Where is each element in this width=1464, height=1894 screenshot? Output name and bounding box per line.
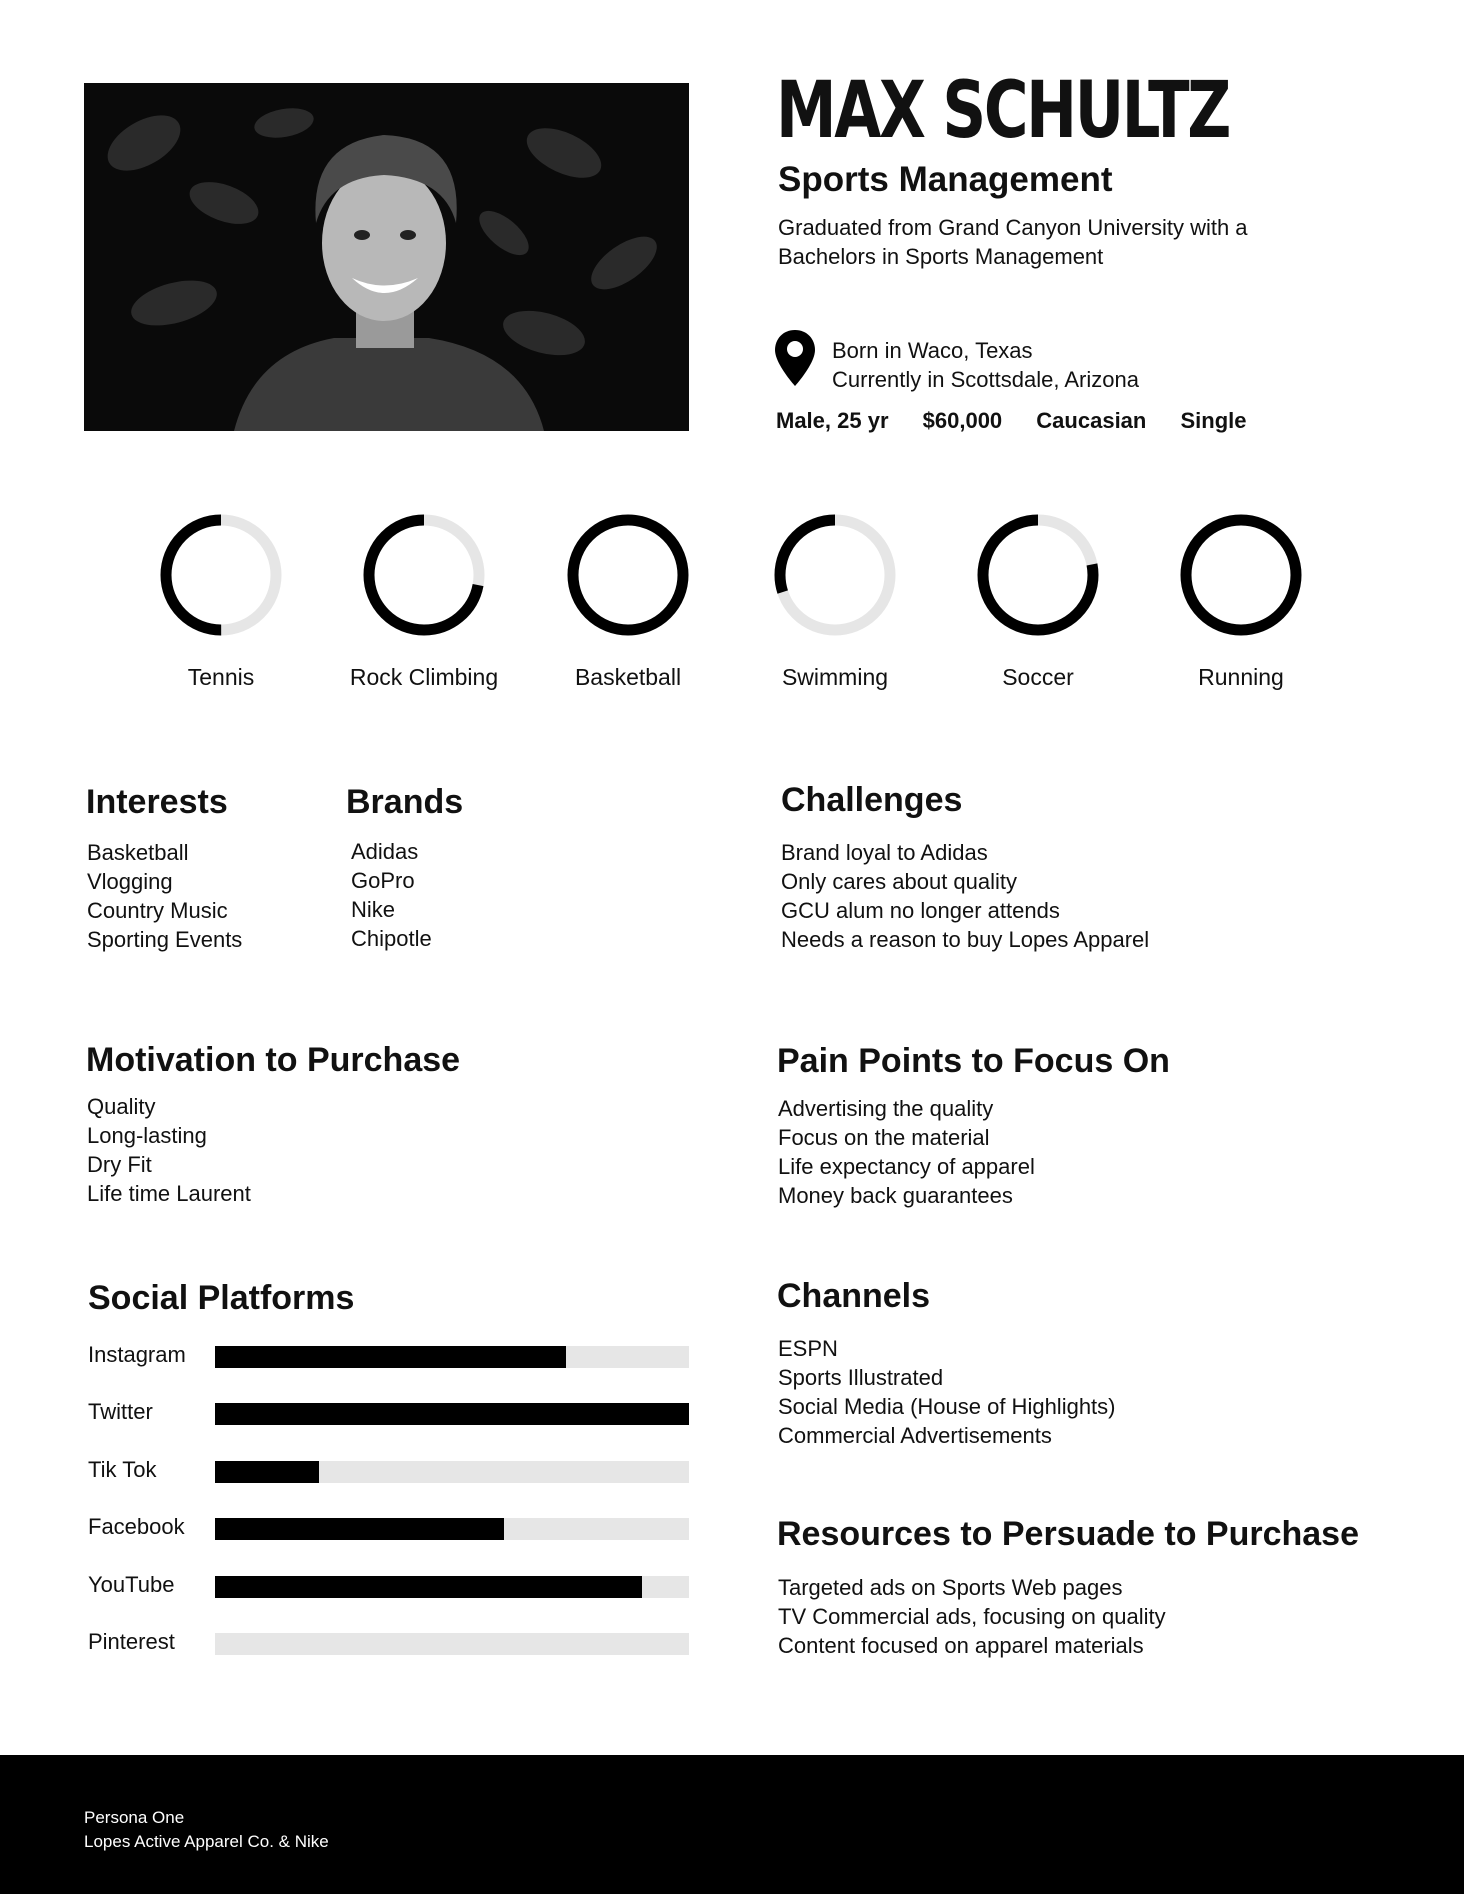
gender-age: Male, 25 yr: [776, 408, 889, 433]
persona-description: [778, 213, 1338, 271]
channels-list: [778, 1334, 1116, 1450]
platform-bar-track: [215, 1461, 689, 1483]
list-item: Country Music: [87, 898, 228, 923]
pain-points-heading: Pain Points to Focus On: [777, 1042, 1170, 1080]
platform-bar-fill: [215, 1346, 566, 1368]
channels-heading: Channels: [777, 1277, 931, 1315]
list-item: Content focused on apparel materials: [778, 1633, 1144, 1658]
sport-label: Running: [1198, 664, 1284, 690]
progress-ring-icon: [977, 514, 1099, 636]
list-item: Nike: [351, 897, 396, 922]
list-item: Only cares about quality: [781, 869, 1018, 894]
platform-bar-fill: [215, 1518, 504, 1540]
persona-title: Sports Management: [778, 160, 1113, 199]
marital-status: Single: [1180, 408, 1247, 433]
sport-ring: [774, 514, 896, 641]
list-item: Life time Laurent: [87, 1181, 251, 1206]
ring-fill: [1186, 520, 1296, 630]
income: $60,000: [922, 408, 1003, 433]
ethnicity: Caucasian: [1036, 408, 1147, 433]
platform-bar-fill: [215, 1576, 642, 1598]
list-item: Quality: [87, 1094, 156, 1119]
list-item: GoPro: [351, 868, 415, 893]
sport-ring: [160, 514, 282, 641]
list-item: Money back guarantees: [778, 1183, 1013, 1208]
resources-list: [778, 1573, 1166, 1660]
list-item: Targeted ads on Sports Web pages: [778, 1575, 1123, 1600]
sport-label: Tennis: [187, 664, 255, 690]
platform-label: YouTube: [88, 1572, 175, 1597]
list-item: Sports Illustrated: [778, 1365, 944, 1390]
interests-heading: Interests: [86, 783, 228, 821]
location-pin-icon: [772, 328, 818, 388]
platform-label: Pinterest: [88, 1629, 175, 1654]
platform-bar-track: [215, 1576, 689, 1598]
list-item: Basketball: [87, 840, 189, 865]
challenges-list: [781, 838, 1149, 954]
sport-label: Soccer: [1002, 664, 1074, 690]
list-item: Commercial Advertisements: [778, 1423, 1052, 1448]
platform-label: Instagram: [88, 1342, 186, 1367]
sport-label: Basketball: [574, 664, 682, 690]
platform-bar-track: [215, 1346, 689, 1368]
footer-persona-label: Persona One: [84, 1808, 185, 1827]
sport-label: Swimming: [781, 664, 889, 690]
sport-ring: [977, 514, 1099, 641]
sport-ring: [363, 514, 485, 641]
list-item: Adidas: [351, 839, 419, 864]
resources-heading: Resources to Persuade to Purchase: [777, 1515, 1360, 1553]
location-info: [832, 336, 1139, 394]
description-line: Graduated from Grand Canyon University with a: [778, 215, 1248, 240]
description-line: Bachelors in Sports Management: [778, 244, 1104, 269]
list-item: Needs a reason to buy Lopes Apparel: [781, 927, 1150, 952]
platform-label: Tik Tok: [88, 1457, 157, 1482]
platform-bar-fill: [215, 1403, 689, 1425]
persona-name: MAX SCHULTZ: [776, 66, 1230, 156]
brands-list: [351, 837, 432, 953]
platform-label: Facebook: [88, 1514, 185, 1539]
brands-heading: Brands: [346, 783, 464, 821]
progress-ring-icon: [774, 514, 896, 636]
list-item: Vlogging: [87, 869, 173, 894]
progress-ring-icon: [567, 514, 689, 636]
list-item: Sporting Events: [87, 927, 243, 952]
sport-ring: [567, 514, 689, 641]
platform-bar-fill: [215, 1461, 319, 1483]
list-item: Dry Fit: [87, 1152, 152, 1177]
list-item: Long-lasting: [87, 1123, 207, 1148]
progress-ring-icon: [363, 514, 485, 636]
platform-bar-track: [215, 1403, 689, 1425]
platform-bar-track: [215, 1518, 689, 1540]
list-item: Advertising the quality: [778, 1096, 994, 1121]
progress-ring-icon: [160, 514, 282, 636]
footer-company: Lopes Active Apparel Co. & Nike: [84, 1832, 329, 1851]
list-item: TV Commercial ads, focusing on quality: [778, 1604, 1166, 1629]
platform-label: Twitter: [88, 1399, 153, 1424]
birthplace: Born in Waco, Texas: [832, 338, 1033, 363]
list-item: ESPN: [778, 1336, 838, 1361]
portrait-illustration: [84, 83, 689, 431]
list-item: Brand loyal to Adidas: [781, 840, 988, 865]
list-item: Chipotle: [351, 926, 432, 951]
challenges-heading: Challenges: [781, 781, 963, 819]
platform-bar-track: [215, 1633, 689, 1655]
interests-list: [87, 838, 242, 954]
list-item: GCU alum no longer attends: [781, 898, 1060, 923]
pain-points-list: [778, 1094, 1035, 1210]
list-item: Life expectancy of apparel: [778, 1154, 1035, 1179]
motivation-heading: Motivation to Purchase: [86, 1041, 461, 1079]
sport-ring: [1180, 514, 1302, 641]
sport-label: Rock Climbing: [349, 664, 499, 690]
list-item: Focus on the material: [778, 1125, 990, 1150]
ring-fill: [573, 520, 683, 630]
profile-photo: [84, 83, 689, 431]
demographic-facts: [776, 408, 1275, 434]
motivation-list: [87, 1092, 251, 1208]
footer: [0, 1755, 1464, 1894]
current-location: Currently in Scottsdale, Arizona: [832, 367, 1139, 392]
progress-ring-icon: [1180, 514, 1302, 636]
list-item: Social Media (House of Highlights): [778, 1394, 1116, 1419]
social-platforms-heading: Social Platforms: [88, 1279, 355, 1317]
